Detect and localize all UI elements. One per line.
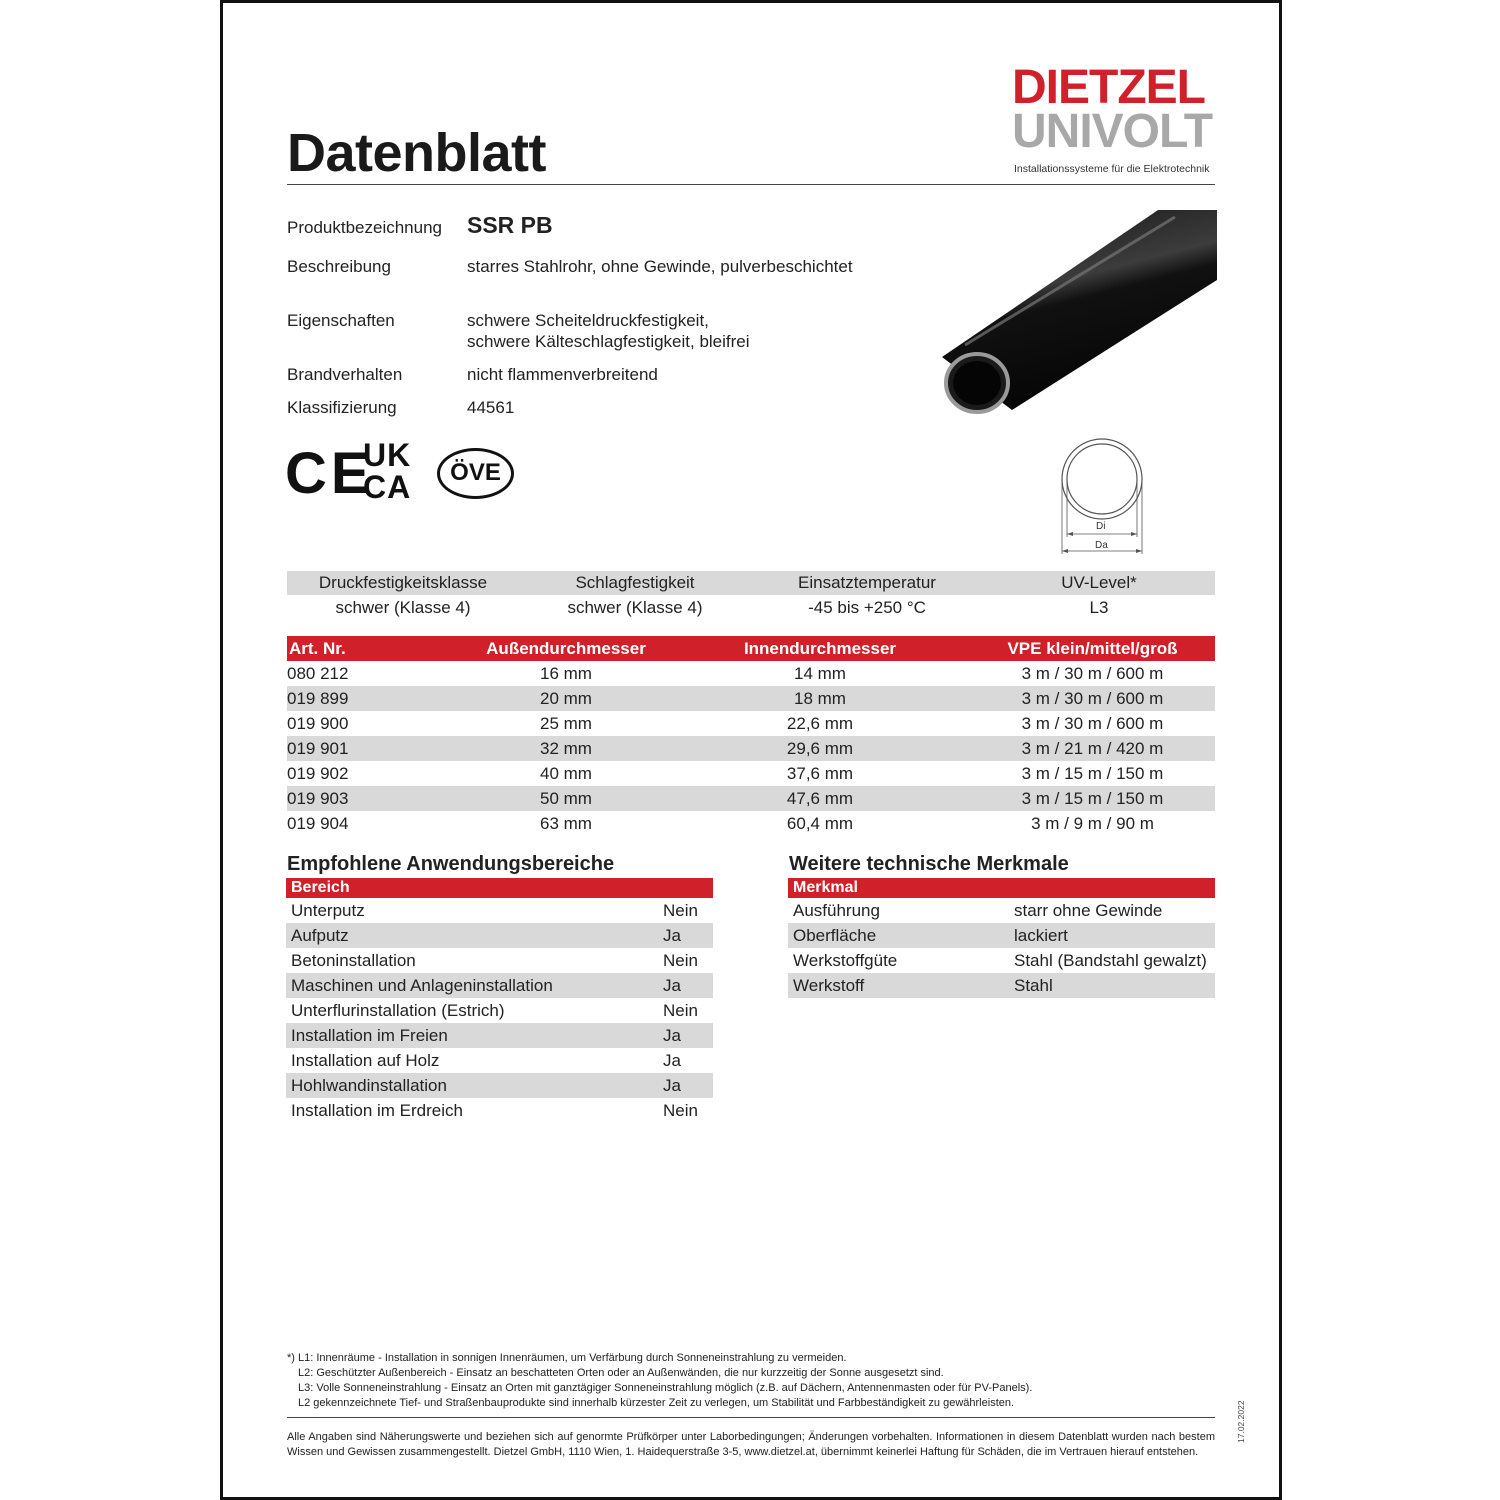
di-label: Di [1096, 521, 1106, 532]
application-row [286, 948, 713, 973]
spec-header: Einsatztemperatur [751, 571, 983, 595]
applications-header: Bereich [286, 878, 713, 898]
article-row [287, 811, 1215, 836]
description-label: Beschreibung [287, 257, 391, 276]
spec-value: schwer (Klasse 4) [567, 598, 703, 617]
article-cell: 14 mm [794, 663, 846, 683]
feature-row [788, 898, 1215, 923]
application-row-cell: Installation auf Holz [291, 1050, 440, 1070]
footer-divider [287, 1417, 1215, 1418]
application-row [286, 1048, 713, 1073]
application-row [286, 1073, 713, 1098]
product-name: SSR PB [467, 212, 553, 238]
article-row [287, 686, 1215, 711]
features-header-row [788, 878, 1215, 898]
article-cell: 019 902 [287, 763, 349, 783]
article-header: VPE klein/mittel/groß [970, 636, 1215, 661]
features-title: Weitere technische Merkmale [789, 853, 1069, 875]
article-header-row [287, 636, 1215, 661]
pipe-product-image [935, 205, 1217, 427]
article-row [287, 711, 1215, 736]
feature-row-cell: Werkstoff [788, 973, 1009, 998]
ove-mark: ÖVE [437, 448, 514, 499]
article-header: Art. Nr. [287, 636, 462, 661]
article-cell: 20 mm [462, 686, 670, 711]
applications-header-row [286, 878, 713, 898]
application-row [286, 923, 713, 948]
spec-table [287, 571, 1215, 621]
feature-row-cell: Oberfläche [788, 923, 1009, 948]
logo-tagline: Installationssysteme für die Elektrotechnik [1014, 163, 1210, 175]
applications-title: Empfohlene Anwendungsbereiche [287, 853, 615, 875]
application-row-cell: Betoninstallation [291, 950, 416, 970]
feature-row [788, 923, 1215, 948]
document-date: 17.02.2022 [1236, 1400, 1246, 1443]
article-cell: 080 212 [287, 663, 349, 683]
page-title: Datenblatt [287, 123, 547, 183]
application-row [286, 973, 713, 998]
article-cell: 3 m / 15 m / 150 m [1021, 763, 1164, 783]
logo-dietzel: DIETZEL [1012, 61, 1205, 114]
application-row-cell: Unterputz [291, 900, 365, 920]
application-row-cell: Ja [658, 1073, 713, 1098]
ce-mark: CE [285, 441, 374, 506]
spec-value: L3 [1089, 598, 1109, 617]
article-cell: 25 mm [540, 713, 592, 733]
article-cell: 3 m / 30 m / 600 m [1021, 663, 1164, 683]
article-cell: 019 904 [287, 813, 349, 833]
article-row [287, 786, 1215, 811]
classification-value: 44561 [467, 398, 515, 417]
feature-row-cell: Stahl (Bandstahl gewalzt) [1014, 950, 1207, 970]
application-row-cell: Maschinen und Anlageninstallation [286, 973, 658, 998]
article-cell: 32 mm [462, 736, 670, 761]
spec-header-row [287, 571, 1215, 595]
properties-value-line2: schwere Kälteschlagfestigkeit, bleifrei [467, 332, 750, 351]
feature-row [788, 973, 1215, 998]
article-cell: 63 mm [540, 813, 592, 833]
classification-label: Klassifizierung [287, 398, 397, 417]
disclaimer: Alle Angaben sind Näherungswerte und beziehen sich auf genormte Prüfkörper unter Laborbedingungen; Änderungen vorbehalten. Informationen in diesem Datenblatt wurden nach bestem Wissen und Gewissen zusammengestellt. Dietzel GmbH, 1110 Wien, 1. Haidequerstraße 3-5, www.dietzel.at, übernimmt keinerlei Haftung für Schäden, die im Vertrauen hierauf entstehen. [287, 1431, 1215, 1458]
application-row-cell: Installation im Erdreich [291, 1100, 463, 1120]
article-row [287, 736, 1215, 761]
application-row-cell: Ja [658, 923, 713, 948]
article-cell: 019 899 [287, 686, 462, 711]
application-row-cell: Ja [658, 973, 713, 998]
applications-table [286, 878, 713, 1123]
feature-row-cell: Stahl [1009, 973, 1215, 998]
application-row-cell: Nein [663, 900, 698, 920]
article-cell: 29,6 mm [670, 736, 970, 761]
application-row [286, 898, 713, 923]
article-row [287, 661, 1215, 686]
article-cell: 019 903 [287, 786, 462, 811]
application-row [286, 998, 713, 1023]
application-row-cell: Hohlwandinstallation [286, 1073, 658, 1098]
article-cell: 3 m / 30 m / 600 m [1021, 713, 1164, 733]
footnote-line: L3: Volle Sonneneinstrahlung - Einsatz an Orten mit ganztägiger Sonneneinstrahlung möglich (z.B. auf Dächern, Antennenmasten oder für PV-Panels). [298, 1382, 1033, 1394]
feature-row-cell: lackiert [1009, 923, 1215, 948]
features-header: Merkmal [788, 878, 1215, 898]
article-header: Innendurchmesser [670, 636, 970, 661]
properties-label: Eigenschaften [287, 311, 395, 330]
feature-row-cell: Ausführung [793, 900, 880, 920]
spec-value: schwer (Klasse 4) [335, 598, 471, 617]
footnote-line: L2: Geschützter Außenbereich - Einsatz an beschatteten Orten oder an Außenwänden, die nur kurzzeitig der Sonne ausgesetzt sind. [298, 1367, 944, 1379]
article-cell: 3 m / 9 m / 90 m [1031, 813, 1154, 833]
feature-row-cell: starr ohne Gewinde [1014, 900, 1163, 920]
application-row-cell: Ja [663, 1050, 681, 1070]
da-label: Da [1095, 540, 1108, 551]
article-cell: 22,6 mm [786, 713, 854, 733]
spec-value: -45 bis +250 °C [808, 598, 926, 617]
application-row-cell: Ja [658, 1023, 713, 1048]
application-row [286, 1098, 713, 1123]
properties-value-line1: schwere Scheiteldruckfestigkeit, [467, 311, 709, 330]
article-cell: 3 m / 30 m / 600 m [970, 686, 1215, 711]
feature-row-cell: Werkstoffgüte [793, 950, 898, 970]
fire-behavior-label: Brandverhalten [287, 365, 403, 384]
application-row-cell: Nein [663, 1100, 698, 1120]
application-row-cell: Aufputz [286, 923, 658, 948]
article-cell: 3 m / 15 m / 150 m [970, 786, 1215, 811]
application-row [286, 1023, 713, 1048]
spec-value-row [287, 595, 1215, 621]
spec-header: UV-Level* [983, 571, 1215, 595]
logo-univolt: UNIVOLT [1012, 105, 1213, 158]
diameter-diagram [1058, 434, 1150, 556]
article-cell: 3 m / 21 m / 420 m [970, 736, 1215, 761]
spec-header: Schlagfestigkeit [519, 571, 751, 595]
article-cell: 47,6 mm [670, 786, 970, 811]
application-row-cell: Nein [663, 950, 698, 970]
fire-behavior-value: nicht flammenverbreitend [467, 365, 658, 384]
application-row-cell: Nein [663, 1000, 698, 1020]
application-row-cell: Unterflurinstallation (Estrich) [291, 1000, 505, 1020]
ukca-mark-bottom: CA [363, 469, 412, 505]
header-divider [287, 184, 1215, 185]
features-table [788, 878, 1215, 998]
article-cell: 16 mm [540, 663, 592, 683]
article-cell: 37,6 mm [786, 763, 854, 783]
article-table [287, 636, 1215, 836]
article-cell: 40 mm [540, 763, 592, 783]
article-cell: 18 mm [670, 686, 970, 711]
feature-row [788, 948, 1215, 973]
footnote-line: *) L1: Innenräume - Installation in sonnigen Innenräumen, um Verfärbung durch Sonneneinstrahlung zu vermeiden. [287, 1352, 847, 1364]
article-cell: 60,4 mm [786, 813, 854, 833]
article-cell: 50 mm [462, 786, 670, 811]
article-cell: 019 900 [287, 713, 349, 733]
ukca-mark-top: UK [363, 437, 412, 473]
article-header: Außendurchmesser [462, 636, 670, 661]
article-row [287, 761, 1215, 786]
spec-header: Druckfestigkeitsklasse [287, 571, 519, 595]
article-cell: 019 901 [287, 736, 462, 761]
description-value: starres Stahlrohr, ohne Gewinde, pulverbeschichtet [467, 257, 853, 276]
footnote-line: L2 gekennzeichnete Tief- und Straßenbauprodukte sind innerhalb kürzester Zeit zu verlegen, um Stabilität und Farbbeständigkeit zu gewährleisten. [298, 1397, 1015, 1409]
product-name-label: Produktbezeichnung [287, 218, 443, 237]
application-row-cell: Installation im Freien [286, 1023, 658, 1048]
